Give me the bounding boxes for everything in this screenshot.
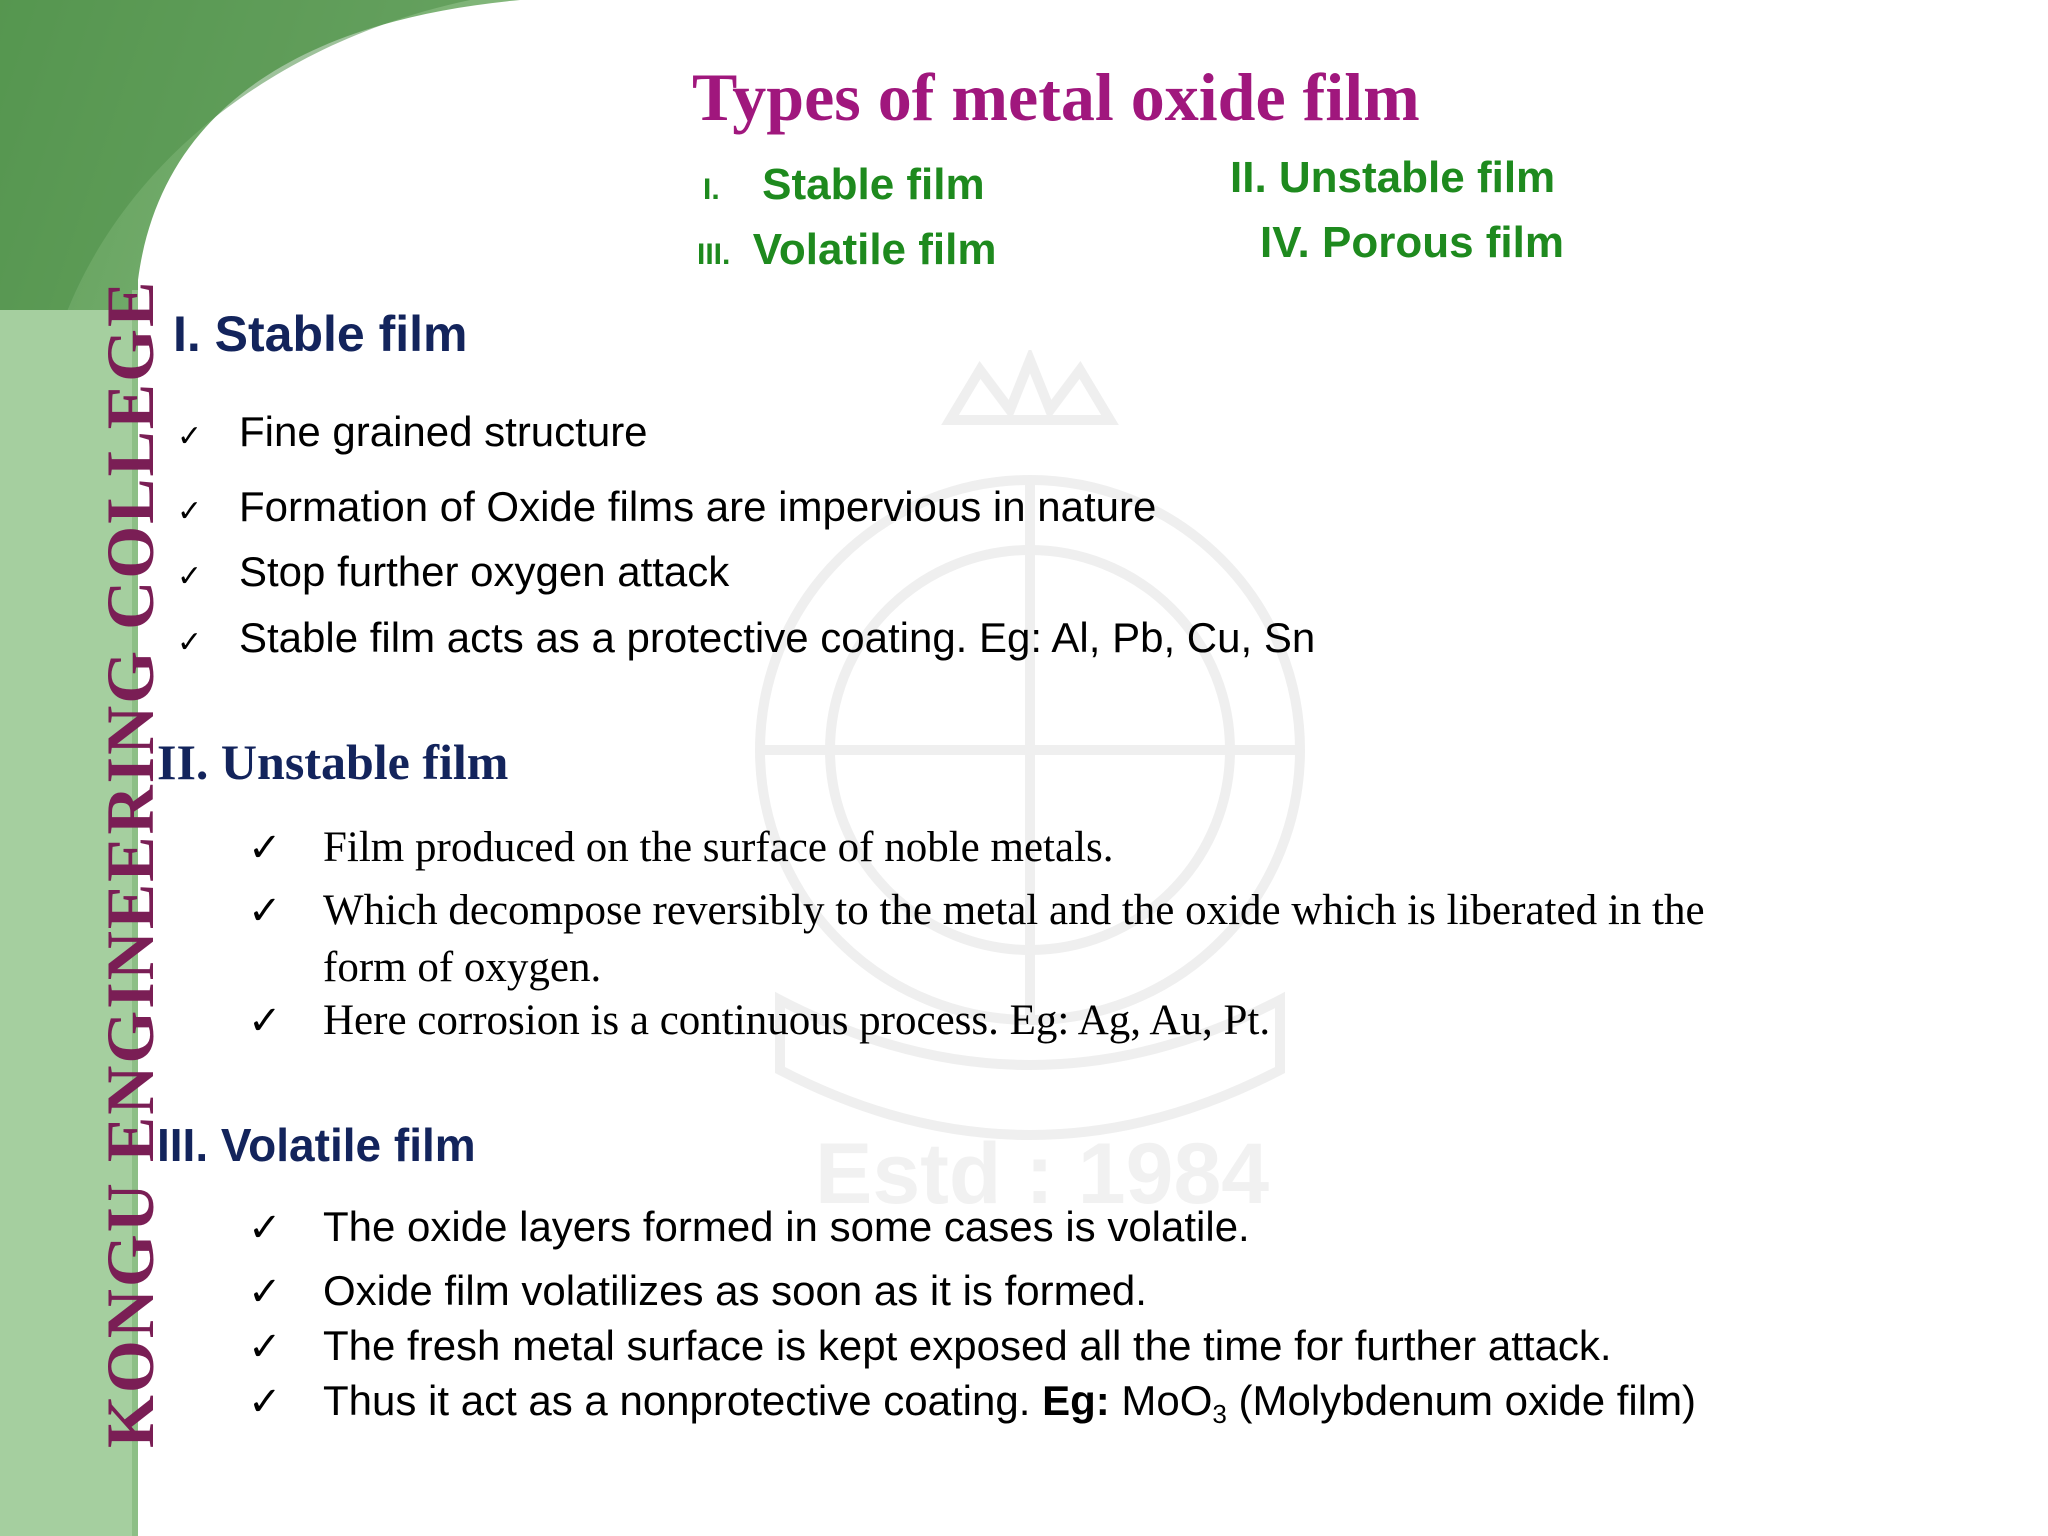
unstable-point-1 <box>248 823 1114 872</box>
check-icon: ✓ <box>248 999 282 1043</box>
check-icon: ✓ <box>177 495 203 528</box>
type-label: Volatile film <box>752 225 997 274</box>
formula-subscript: 3 <box>1212 1399 1227 1429</box>
type-item-2: II. Unstable film <box>1230 153 1556 202</box>
stable-film-heading: I. Stable film <box>173 306 468 362</box>
check-icon: ✓ <box>248 1206 282 1250</box>
type-numeral: III. <box>697 238 731 271</box>
point-text: Which decompose reversibly to the metal and the oxide which is liberated in the <box>323 887 1705 934</box>
type-item-4: IV. Porous film <box>1260 218 1565 267</box>
check-icon: ✓ <box>177 626 203 659</box>
volatile-point-3 <box>248 1322 1612 1370</box>
check-icon: ✓ <box>248 1270 282 1314</box>
point-text: The fresh metal surface is kept exposed all the time for further attack. <box>323 1322 1612 1369</box>
unstable-point-2-continued: form of oxygen. <box>323 944 602 991</box>
unstable-point-2 <box>248 886 1705 935</box>
example-label: Eg: <box>1042 1377 1110 1424</box>
point-text: Stop further oxygen attack <box>239 548 730 595</box>
point-text: Oxide film volatilizes as soon as it is formed. <box>323 1267 1147 1314</box>
point-text: Stable film acts as a protective coating. Eg: Al, Pb, Cu, Sn <box>239 614 1316 661</box>
stable-point-4 <box>177 614 1315 662</box>
volatile-point-1 <box>248 1203 1250 1251</box>
formula-base: MoO <box>1109 1377 1213 1424</box>
check-icon: ✓ <box>177 560 203 593</box>
point-text: Film produced on the surface of noble metals. <box>323 824 1114 871</box>
point-text: Formation of Oxide films are impervious in nature <box>239 483 1157 530</box>
college-name-vertical: KONGU ENGINEERING COLLEGE <box>92 279 168 1448</box>
point-text: The oxide layers formed in some cases is volatile. <box>323 1203 1250 1250</box>
college-emblem-watermark <box>720 350 1340 1230</box>
check-icon: ✓ <box>248 1325 282 1369</box>
type-item-1 <box>703 160 985 210</box>
type-item-3 <box>697 225 996 275</box>
slide-title: Types of metal oxide film <box>692 59 1420 135</box>
stable-point-2 <box>177 483 1156 531</box>
type-numeral: I. <box>703 173 720 206</box>
formula-description: (Molybdenum oxide film) <box>1226 1377 1697 1424</box>
volatile-point-4 <box>248 1377 1696 1430</box>
unstable-point-3 <box>248 996 1270 1045</box>
check-icon: ✓ <box>248 826 282 870</box>
point-text-main: Thus it act as a nonprotective coating. <box>323 1377 1043 1424</box>
volatile-point-2 <box>248 1267 1147 1315</box>
type-label: Stable film <box>762 160 985 209</box>
stable-point-3 <box>177 548 729 596</box>
stable-point-1 <box>177 408 648 456</box>
unstable-film-heading: II. Unstable film <box>157 734 509 790</box>
check-icon: ✓ <box>248 1380 282 1424</box>
check-icon: ✓ <box>248 889 282 933</box>
volatile-film-heading: III. Volatile film <box>157 1119 476 1171</box>
point-text <box>323 1377 1696 1430</box>
point-text: Here corrosion is a continuous process. Eg: Ag, Au, Pt. <box>323 997 1271 1044</box>
check-icon: ✓ <box>177 420 203 453</box>
point-text: Fine grained structure <box>239 408 648 455</box>
watermark-established-text: Estd : 1984 <box>815 1126 1270 1222</box>
